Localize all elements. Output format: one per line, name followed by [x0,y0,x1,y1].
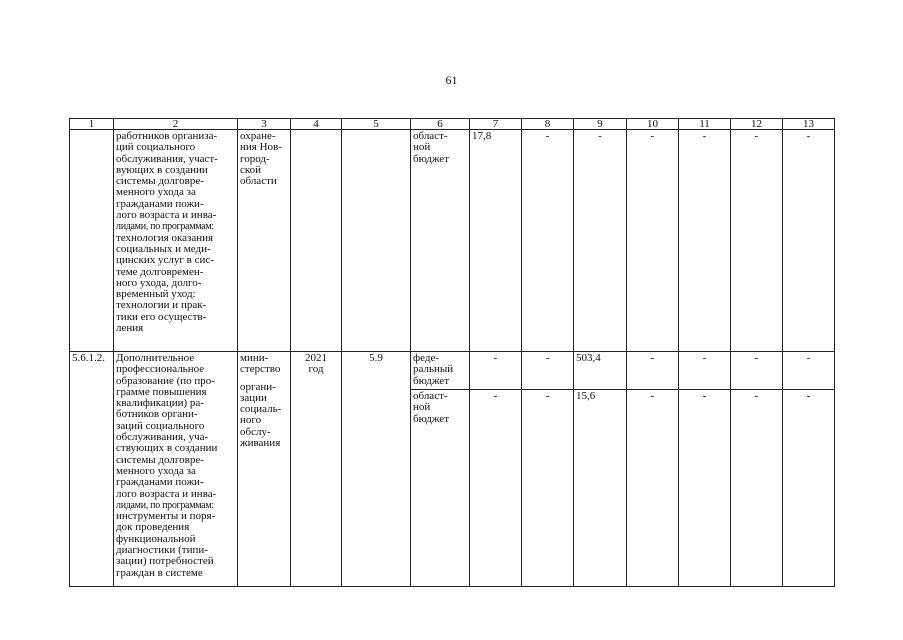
header-cell: 10 [627,119,679,130]
table-row [70,130,835,352]
value-cell: - [470,390,522,587]
header-cell: 8 [522,119,574,130]
header-cell: 13 [783,119,835,130]
value-cell: - [627,352,679,390]
value-cell: 15,6 [574,390,627,587]
value-cell: - [783,390,835,587]
value-cell: - [679,352,731,390]
budget-table [69,118,835,587]
value-cell: - [574,130,627,352]
description-cell: работников организа- ций социального обслуживания, участ- вующих в создании системы долговре- менного ухода за гражданами пожи- лого возраста и инва- лидами, по программам: технология оказания социальных и меди- цинских услуг в сис- теме долговремен- ного ухода, долго- временный уход: технологии и прак- тики его осуществ- ления [114,130,238,352]
value-cell: 503,4 [574,352,627,390]
funding-source-cell: област- ной бюджет [411,390,470,587]
value-cell: - [731,130,783,352]
value-cell: - [679,390,731,587]
header-cell: 6 [411,119,470,130]
term-cell: 2021 год [291,352,342,587]
header-cell: 9 [574,119,627,130]
value-cell: - [783,352,835,390]
value-cell: - [731,390,783,587]
header-cell: 1 [70,119,114,130]
header-cell: 4 [291,119,342,130]
value-cell: - [731,352,783,390]
value-cell: - [470,352,522,390]
value-cell: - [783,130,835,352]
funding-source-cell: област- ной бюджет [411,130,470,352]
header-cell: 5 [342,119,411,130]
value-cell: - [522,352,574,390]
page-number: 61 [445,73,458,87]
header-row [70,119,835,130]
value-cell: - [627,130,679,352]
table-row [70,352,835,390]
header-cell: 2 [114,119,238,130]
target-cell [342,130,411,352]
row-number-cell: 5.6.1.2. [70,352,114,587]
value-cell: - [627,390,679,587]
executor-cell: мини- стерство органи- зации социаль- ного обслу- живания [238,352,291,587]
value-cell: 17,8 [470,130,522,352]
value-cell: - [522,390,574,587]
description-cell: Дополнительное профессиональное образование (по про- грамме повышения квалификации) ра- ботников органи- заций социального обслуживания, уча- ствующих в создании системы долговре- менного ухода за гражданами пожи- лого возраста и инва- лидами, по программам: инструменты и поря- док проведения функциональной диагностики (типи- зации) потребностей граждан в системе [114,352,238,587]
value-cell: - [679,130,731,352]
target-cell: 5.9 [342,352,411,587]
row-number-cell [70,130,114,352]
value-cell: - [522,130,574,352]
funding-source-cell: феде- ральный бюджет [411,352,470,390]
header-cell: 3 [238,119,291,130]
term-cell [291,130,342,352]
header-cell: 11 [679,119,731,130]
header-cell: 7 [470,119,522,130]
executor-cell: охране- ния Нов- город- ской области [238,130,291,352]
header-cell: 12 [731,119,783,130]
